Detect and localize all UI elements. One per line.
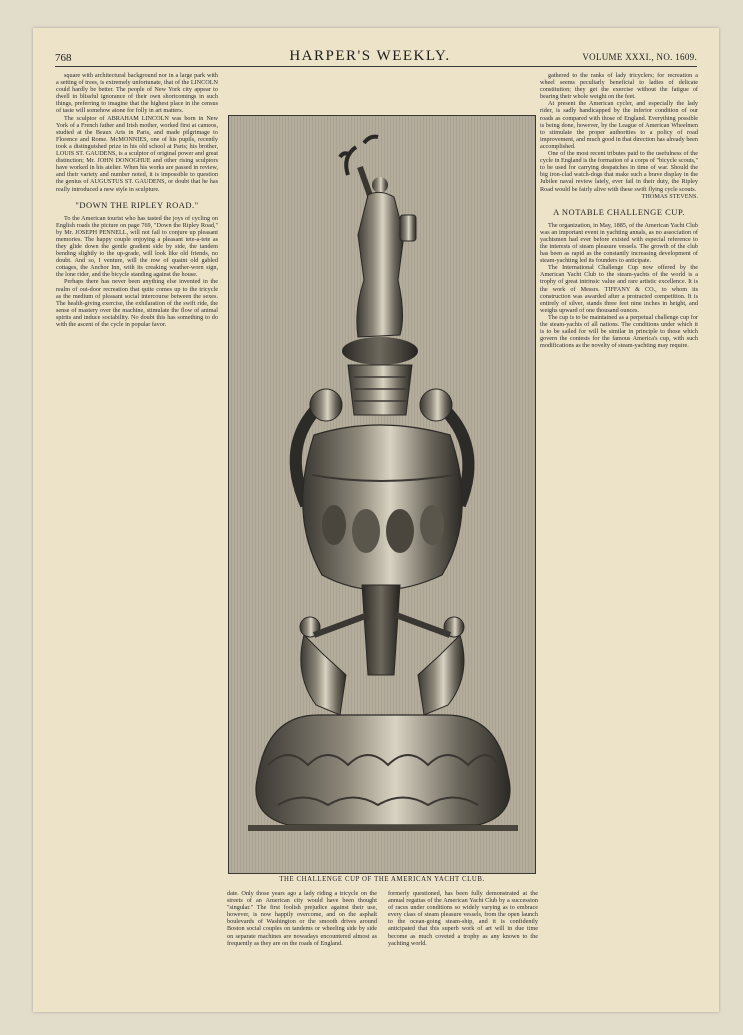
illustration-caption: THE CHALLENGE CUP OF THE AMERICAN YACHT CLUB. [279,876,485,883]
paragraph: The cup is to be maintained as a perpetual challenge cup for the steam-yachts of all nations. The conditions under which it is to be sailed for will be similar in principle to those which govern the contests for the famous America's cup, with such modifications as the novelty of steam-yachting may require. [540,313,698,350]
left-column [56,72,218,984]
paragraph: To the American tourist who has tasted the joys of cycling on English roads the picture on page 769, "Down the Ripley Road," by Mr. JOSEPH PENNELL, will not fail to conjure up pleasant memories. The happy couple enjoying a pleasant tete-a-tete as they glide down the gentle gradient side by side, the tandem bending slightly to the up-grade, will look like old friends, no doubt. And so, I venture, will the row of quaint old gabled cottages, the Anchor Inn, with its creaking weather-worn sign, the lone rider, and the bicycle standing against the house. [56,214,218,279]
header-rule [55,66,697,67]
paragraph: The sculptor of ABRAHAM LINCOLN was born in New York of a French father and Irish mother, worked first at cameos, studied at the Beaux Arts in Paris, and made pilgrimage to Florence and Rome. McMONNIES, one of his pupils, recently took a distinguished prize in his old school at Paris; his brother, LOUIS ST. GAUDENS, is a sculptor of original power and great distinction; Mr. JOHN DONOGHUE and other rising sculptors have worked in his atelier. When his works are passed in review, and their variety and number noted, it is impossible to question the genius of AUGUSTUS ST. GAUDENS, or doubt that he has really introduced a new style in sculpture. [56,114,218,193]
paragraph: Perhaps there has never been anything else invented in the realm of out-door recreation that quite comes up to the tricycle as the medium of pleasant social intercourse between the sexes. The health-giving exercise, the exhilaration of the swift ride, the sense of mastery over the machine, stimulate the flow of animal spirits and induce sociability. No doubt this has something to do with the ascent of the cycle in popular favor. [56,278,218,328]
article-heading: A NOTABLE CHALLENGE CUP. [553,206,685,217]
paragraph: At present the American cycler, and especially the lady rider, is sadly handicapped by the inferior condition of our roads as compared with those of England. Everything possible is being done, however, by the League of American Wheelmen to stimulate the proper authorities to a policy of road improvement, and much good in that direction has already been accomplished. [540,100,698,150]
paragraph: The organization, in May, 1885, of the American Yacht Club was an important event in yachting annals, as no association of yachtsmen had ever before existed with especial reference to the interests of steam pleasure vessels. The growth of the club has been as rapid as the constantly increasing development of steam-yachting led its founders to anticipate. [540,221,698,265]
author-signature: THOMAS STEVENS. [641,192,698,200]
paragraph: One of the most recent tributes paid to the usefulness of the cycle in England is the formation of a corps of "bicycle scouts," to be used for carrying despatches in time of war. Should the big iron-clad watch-dogs that make such a brave display in the Jubilee naval review lately, ever fail in their duty, the Ripley Road would be fairly alive with these swift flying cycle scouts. [540,150,698,193]
masthead-title: HARPER'S WEEKLY. [289,48,451,64]
bottom-left-text: date. Only those years ago a lady riding a tricycle on the streets of an American city would have been thought "singular." The first foolish prejudice against their use, however, is now happily overcome, and on the asphalt boulevards of Washington or the smooth drives around Boston social couples on tandems or wheeling side by side on separate machines are nowadays encountered almost as frequently as they are on the roads of England. [227,890,377,947]
right-column [540,72,698,984]
paragraph: gathered to the ranks of lady tricyclers; for recreation a wheel seems peculiarly beneficial to ladies of delicate constitution; they get the exercise without the fatigue of bearing their whole weight on the feet. [540,72,698,101]
volume-number: VOLUME XXXI., NO. 1609. [582,52,697,62]
challenge-cup-engraving [228,115,536,874]
paragraph: square with architectural background nor in a large park with a setting of trees, is extremely unfortunate, that of the LINCOLN could hardly be better. The people of New York city appear to dwell in blissful ignorance of their own shortcomings in such things, preferring to imagine that the highest place in the census of taste will somehow atone for folly in art matters. [56,72,218,115]
bottom-right-text: formerly questioned, has been fully demonstrated at the annual regattas of the American Yacht Club by a succession of races under conditions so widely varying as to embrace every class of steam pleasure vessels, from the open launch to the ocean-going steam-ship, and it is confidently anticipated that this superb work of art will in due time become as much coveted a trophy as any known to the yachting world. [388,890,538,947]
engraving-plate [228,115,536,874]
page-number: 768 [55,52,72,64]
paragraph: The International Challenge Cup now offered by the American Yacht Club to the steam-yachts of the world is a trophy of great intrinsic value and rare artistic excellence. It is the work of Messrs. TIFFANY & CO., to whom its construction was awarded after a protracted competition. It is entirely of silver, stands three feet nine inches in height, and weighs upward of one thousand ounces. [540,264,698,314]
article-heading: "DOWN THE RIPLEY ROAD." [75,199,199,210]
bottom-text [227,890,538,982]
